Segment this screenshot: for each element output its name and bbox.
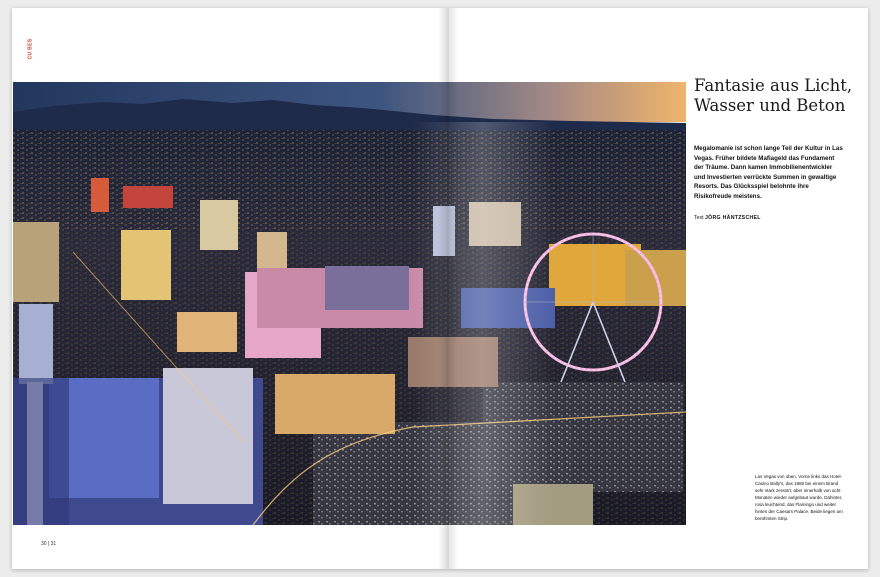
aerial-night-photo-illustration <box>13 82 686 525</box>
credit-label: Text <box>694 215 704 221</box>
magazine-spread <box>12 8 868 569</box>
photo-caption: Las Vegas von oben. Vorne links das Hotel-Casino Bally's, das 1980 bei einem Brand sehr stark zerstört, aber innerhalb von acht Monaten wieder aufgebaut wurde. Dahinter, rosa leuchtend, das Flamingo und weiter hinten der Caesars Palace. Beide liegen am berühmten Strip. <box>755 474 843 521</box>
credit-author: JÖRG HÄNTZSCHEL <box>704 215 761 221</box>
author-credit <box>694 215 761 221</box>
article-headline: Fantasie aus Licht, Wasser und Beton <box>694 76 853 115</box>
section-label-text: CU BES <box>27 38 34 60</box>
page-numbers: 30 | 31 <box>41 541 57 547</box>
section-label <box>26 38 36 62</box>
article-lead: Megalomanie ist schon lange Teil der Kultur in Las Vegas. Früher bildete Mafiageld das Fundament der Träume. Dann kamen Immobilienentwickler und Investierten verrückte Summen in gewaltige Resorts. Das Glücksspiel belohnte ihre Risikofreude meistens. <box>694 145 843 200</box>
las-vegas-aerial-photo <box>13 82 686 525</box>
spread-gutter <box>438 8 458 569</box>
